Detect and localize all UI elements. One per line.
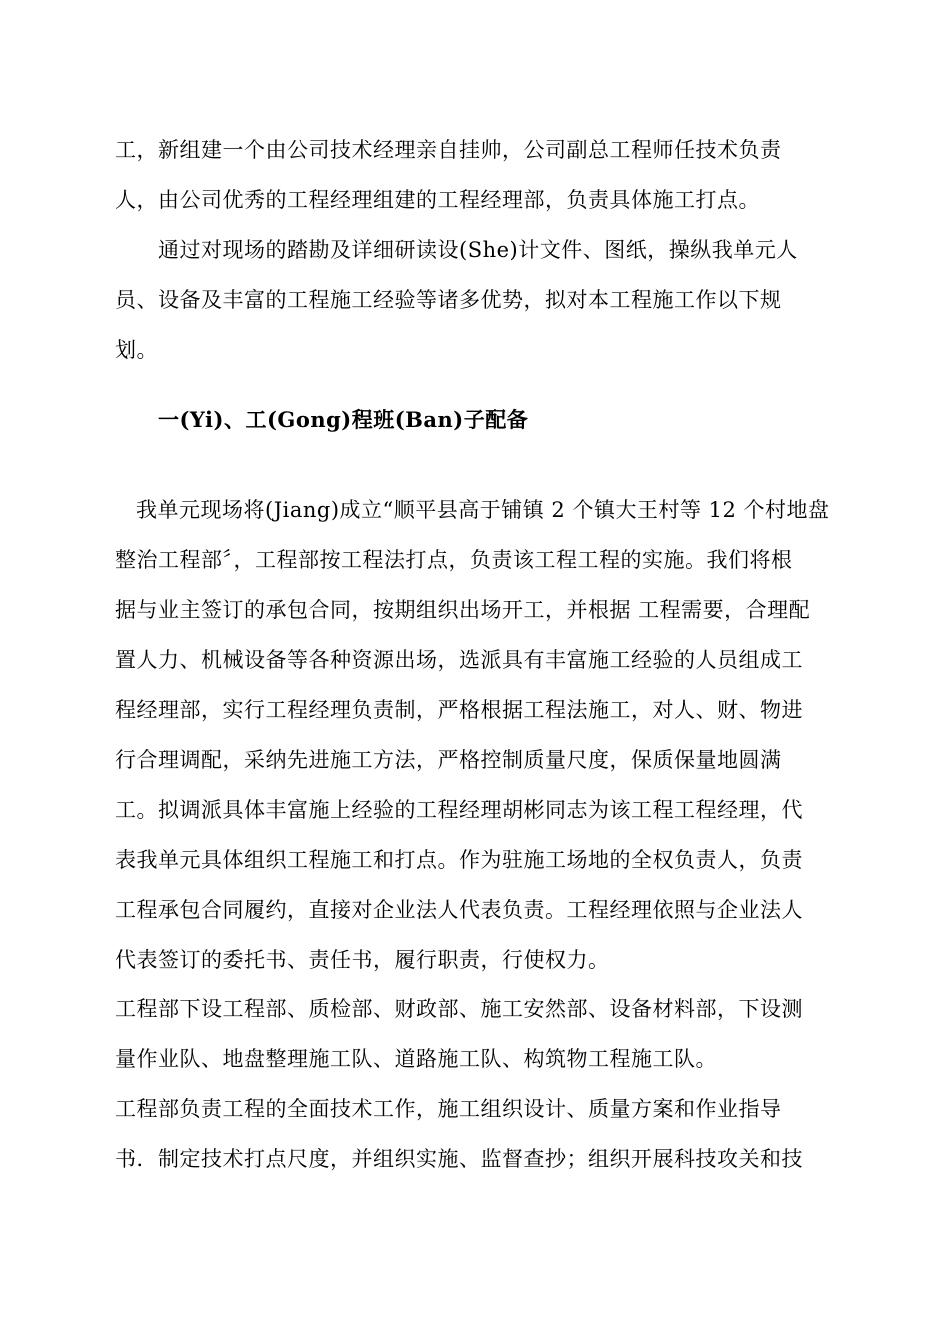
- paragraph-line: 代表签订的委托书、责任书，履行职责，行使权力。: [115, 948, 610, 972]
- paragraph-line: 工，新组建一个由公司技术经理亲自挂帅，公司副总工程师任技术负责: [115, 138, 782, 162]
- paragraph-line: 程经理部，实行工程经理负责制，严格根据工程法施工，对人、财、物进: [115, 698, 803, 722]
- paragraph-line: 整治工程部〞，工程部按工程法打点，负责该工程工程的实施。我们将根: [115, 548, 793, 572]
- paragraph-line: 通过对现场的踏勘及详细研读设(She)计文件、图纸，操纵我单元人: [158, 238, 798, 262]
- paragraph-line: 工程承包合同履约，直接对企业法人代表负责。工程经理依照与企业法人: [115, 898, 803, 922]
- paragraph-line: 工。拟调派具体丰富施上经验的工程经理胡彬同志为该工程工程经理，代: [115, 798, 803, 822]
- paragraph-line: 量作业队、地盘整理施工队、道路施工队、构筑物工程施工队。: [115, 1047, 717, 1071]
- paragraph-line: 人，由公司优秀的工程经理组建的工程经理部，负责具体施工打点。: [115, 188, 760, 212]
- paragraph-line: 行合理调配，采纳先进施工方法，严格控制质量尺度，保质保量地圆满: [115, 748, 782, 772]
- paragraph-line: 表我单元具体组织工程施工和打点。作为驻施工场地的全权负责人，负责: [115, 848, 803, 872]
- paragraph-line: 据与业主签订的承包合同，按期组织出场开工，并根据 工程需要，合理配: [115, 598, 811, 622]
- paragraph-line: 书．制定技术打点尺度，并组织实施、监督查抄；组织开展科技攻关和技: [115, 1147, 803, 1171]
- paragraph-line: 置人力、机械设备等各种资源出场，选派具有丰富施工经验的人员组成工: [115, 648, 803, 672]
- paragraph-line: 划。: [115, 338, 158, 362]
- section-heading: 一(Yi)、工(Gong)程班(Ban)子配备: [158, 407, 529, 432]
- paragraph-line: 工程部负责工程的全面技术工作，施工组织设计、质量方案和作业指导: [115, 1097, 782, 1121]
- paragraph-line: 员、设备及丰富的工程施工经验等诸多优势，拟对本工程施工作以下规: [115, 288, 782, 312]
- paragraph-line: 我单元现场将(Jiang)成立“顺平县高于铺镇 2 个镇大王村等 12 个村地盘: [136, 498, 830, 522]
- paragraph-line: 工程部下设工程部、质检部、财政部、施工安然部、设备材料部，下设测: [115, 997, 803, 1021]
